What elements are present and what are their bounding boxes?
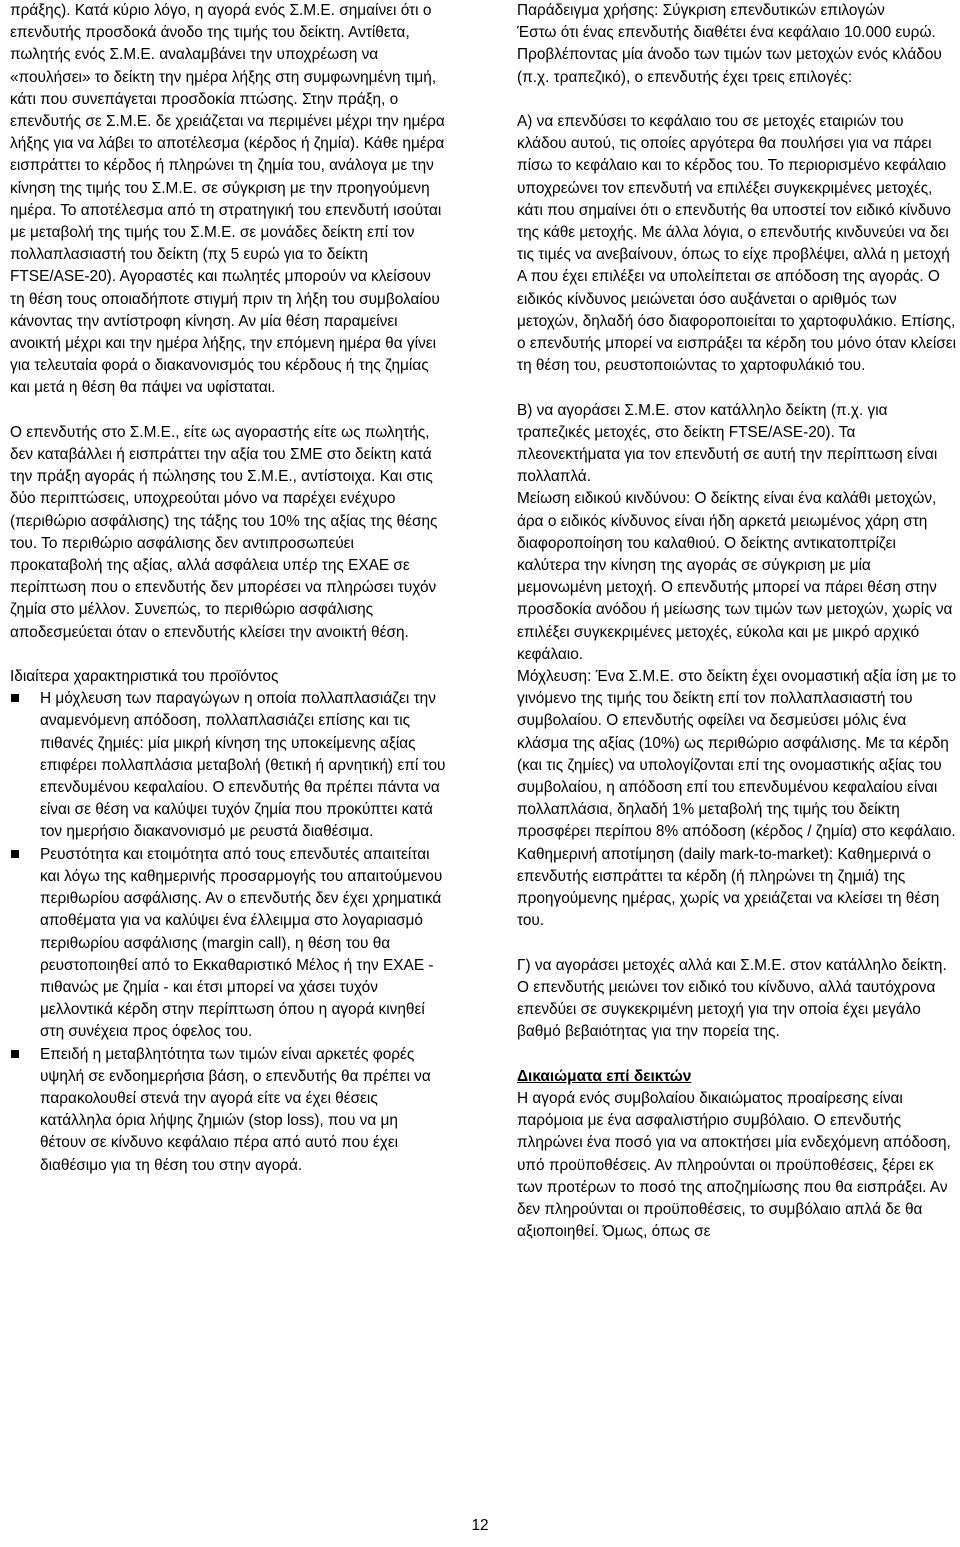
- paragraph: Η αγορά ενός συμβολαίου δικαιώματος προαίρεσης είναι παρόμοια με ένα ασφαλιστήριο συμβόλαιο. Ο επενδυτής πληρώνει ένα ποσό για να αποκτήσει μία ενδεχόμενη απόδοση, υπό προϋποθέσεις. Αν πληρούνται οι προϋποθέσεις, ξέρει εκ των προτέρων το ποσό της αποζημίωσης που θα εισπράξει. Αν δεν πληρούνται οι προϋποθέσεις, το συμβόλαιο απλά δε θα αξιοποιηθεί. Όμως, όπως σε: [517, 1089, 951, 1241]
- square-bullet-icon: [11, 1050, 19, 1058]
- example-title: Παράδειγμα χρήσης: Σύγκριση επενδυτικών επιλογών: [517, 2, 885, 19]
- page-number: 12: [471, 1517, 489, 1534]
- spacer: [10, 400, 447, 422]
- section-title: Ιδιαίτερα χαρακτηριστικά του προϊόντος: [10, 668, 279, 686]
- square-bullet-icon: [11, 694, 19, 702]
- text-run: Στην πράξη, ο επενδυτής σε Σ.Μ.Ε. δε χρειάζεται να περιμένει μέχρι την ημέρα λήξης για να λάβει το αποτέλεσμα (κέρδος ή ζημία). Κάθε ημέρα εισπράττει το κέρδος ή πληρώνει τη ζημία του, ανάλογα με την κίνηση της τιμής του Σ.Μ.Ε. σε σύγκριση με την προηγούμενη ημέρα. Το αποτέλεσμα από τη στρατηγική του επενδυτή ισούται με μεταβολή της τιμής του Σ.Μ.Ε. σε μονάδες δείκτη επί τον πολλαπλασιαστή του δείκτη (πχ 5 ευρώ για το δείκτη FTSE/ASE-20).: [10, 90, 445, 286]
- spacer: [517, 933, 957, 955]
- spacer: [517, 377, 957, 399]
- list-item: [10, 688, 447, 843]
- text-run: πράξης). Κατά κύριο λόγο, η αγορά ενός Σ.Μ.Ε. σημαίνει ότι ο επενδυτής προσδοκά άνοδο της τιμής του δείκτη. Αντίθετα, πωλητής ενός Σ.Μ.Ε. αναλαμβάνει την υποχρέωση να «πουλήσει» το δείκτη την ημέρα λήξης στη συμφωνημένη τιμή, κάτι που συνεπάγεται προσδοκία πτώσης.: [10, 2, 437, 108]
- left-column: [10, 0, 447, 1177]
- list-item-text: Επειδή η μεταβλητότητα των τιμών είναι αρκετές φορές υψηλή σε ενδοημερήσια βάση, ο επενδυτής θα πρέπει να παρακολουθεί στενά την αγορά είτε να έχει θέσεις κατάλληλα όρια λήψης ζημιών (stop loss), που να μη θέτουν σε κίνδυνο κεφάλαιο πέρα από αυτό που έχει διαθέσιμο για τη θέση του στην αγορά.: [40, 1045, 431, 1174]
- spacer: [517, 1044, 957, 1066]
- paragraph: Έστω ότι ένας επενδυτής διαθέτει ένα κεφάλαιο 10.000 ευρώ. Προβλέποντας μία άνοδο των τιμών των μετοχών ενός κλάδου (π.χ. τραπεζικό), ο επενδυτής έχει τρεις επιλογές:: [517, 24, 942, 86]
- text-run: Αγοραστές και πωλητές μπορούν να κλείσουν τη θέση τους οποιαδήποτε στιγμή πριν τη λήξη του συμβολαίου κάνοντας την αντίστροφη κίνηση. Αν μία θέση παραμείνει ανοικτή μέχρι και την ημέρα λήξης, την επόμενη ημέρα θα γίνει για τελευταία φορά ο διακανονισμός του κέρδους ή της ζημίας και μετά η θέση θα πάψει να υφίσταται.: [10, 268, 440, 397]
- option-b-paragraph: Β) να αγοράσει Σ.Μ.Ε. στον κατάλληλο δείκτη (π.χ. για τραπεζικές μετοχές, στο δείκτη FTSE/ASE-20). Τα πλεονεκτήματα για τον επενδυτή σε αυτή την περίπτωση είναι πολλαπλά.: [517, 401, 938, 486]
- list-item-text: Ρευστότητα και ετοιμότητα από τους επενδυτές απαιτείται και λόγω της καθημερινής προσαρμογής του απαιτούμενου περιθωρίου ασφάλισης. Αν ο επενδυτής δεν έχει χρηματικά αποθέματα για να καλύψει ένα έλλειμμα στο λογαριασμό περιθωρίου ασφάλισης (margin call), η θέση του θα ρευστοποιηθεί από το Εκκαθαριστικό Μέλος ή την ΕΧΑΕ - πιθανώς με ζημία - και έτσι μπορεί να χάσει τυχόν μελλοντικά κέρδη στην περίπτωση όπου η αγορά κινηθεί στη συνέχεια προς όφελος του.: [40, 845, 443, 1041]
- paragraph: Μείωση ειδικού κινδύνου: Ο δείκτης είναι ένα καλάθι μετοχών, άρα ο ειδικός κίνδυνος είναι ήδη αρκετά μειωμένος χάρη στη διαφοροποίηση του καλαθιού. Ο δείκτης αντικατοπτρίζει καλύτερα την κίνηση της αγοράς σε σύγκριση με μία μεμονωμένη μετοχή. Ο επενδυτής μπορεί να πάρει θέση στην προσδοκία ανόδου ή μείωσης των τιμών των μετοχών, χωρίς να επιλέξει συγκεκριμένες μετοχές, εύκολα και με μικρό αρχικό κεφάλαιο.: [517, 490, 953, 663]
- right-column: [517, 0, 957, 1243]
- text-run: Το περιθώριο ασφάλισης δεν αντιπροσωπεύει προκαταβολή της αξίας, αλλά ασφάλεια υπέρ της ΕΧΑΕ σε περίπτωση που ο επενδυτής δεν μπορέσει να πληρώσει τυχόν ζημία στο μέλλον. Συνεπώς, το περιθώριο ασφάλισης αποδεσμεύεται όταν ο επενδυτής κλείσει την ανοικτή θέση.: [10, 534, 437, 641]
- option-c-paragraph: Γ) να αγοράσει μετοχές αλλά και Σ.Μ.Ε. στον κατάλληλο δείκτη. Ο επενδυτής μειώνει τον ειδικό του κίνδυνο, αλλά ταυτόχρονα επενδύει σε συγκεκριμένη μετοχή για την οποία έχει μεγάλο βαθμό βεβαιότητας για την πορεία της.: [517, 956, 947, 1041]
- paragraph: Μόχλευση: Ένα Σ.Μ.Ε. στο δείκτη έχει ονομαστική αξία ίση με το γινόμενο της τιμής του δείκτη επί τον πολλαπλασιαστή του συμβολαίου. Ο επενδυτής οφείλει να δεσμεύσει μόλις ένα κλάσμα της αξίας (10%) ως περιθώριο ασφάλισης. Με τα κέρδη (και τις ζημίες) να υπολογίζονται επί της ονομαστικής αξίας του συμβολαίου, η απόδοση επί του επενδυμένου κεφαλαίου είναι πολλαπλάσια, δηλαδή 1% μεταβολή της τιμής του δείκτη προσφέρει περίπου 8% απόδοση (κέρδος / ζημία) στο κεφάλαιο.: [517, 668, 957, 841]
- list-item: [10, 1044, 447, 1177]
- text-run: Ο επενδυτής στο Σ.Μ.Ε., είτε ως αγοραστής είτε ως πωλητής, δεν καταβάλλει ή εισπράττει την αξία του ΣΜΕ στο δείκτη κατά την πράξη αγοράς ή πώλησης του Σ.Μ.Ε., αντίστοιχα.: [10, 423, 432, 486]
- paragraph: [10, 422, 447, 644]
- spacer: [517, 89, 957, 111]
- list-item-text: Η μόχλευση των παραγώγων η οποία πολλαπλασιάζει την αναμενόμενη απόδοση, πολλαπλασιάζει επίσης και τις πιθανές ζημιές: μία μικρή κίνηση της υποκείμενης αξίας επιφέρει πολλαπλάσια μεταβολή (θετική ή αρνητική) επί του επενδυμένου κεφαλαίου. Ο επενδυτής θα πρέπει πάντα να είναι σε θέση να καλύψει τυχόν ζημία που προκύπτει κατά τον ημερήσιο διακανονισμό με ρευστά διαθέσιμα.: [40, 690, 446, 841]
- features-list: [10, 688, 447, 1176]
- text-run: Και στις δύο περιπτώσεις, υποχρεούται μόνο να παρέχει ενέχυρο (περιθώριο ασφάλισης) της τάξης του 10% της αξίας της θέσης του.: [10, 468, 438, 552]
- list-item: [10, 844, 447, 1044]
- spacer: [10, 644, 447, 666]
- section-heading: Δικαιώματα επί δεικτών: [517, 1067, 692, 1085]
- paragraph: Καθημερινή αποτίμηση (daily mark-to-market): Καθημερινά ο επενδυτής εισπράττει τα κέρδη (ή πληρώνει τη ζημιά) της προηγούμενης ημέρας, χωρίς να χρειάζεται να κλείσει τη θέση του.: [517, 845, 940, 930]
- paragraph: [10, 0, 447, 400]
- square-bullet-icon: [11, 850, 19, 858]
- option-a-paragraph: Α) να επενδύσει το κεφάλαιο του σε μετοχές εταιριών του κλάδου αυτού, τις οποίες αργότερα θα πουλήσει για να πάρει πίσω το κεφάλαιο και το κέρδος του. Το περιορισμένο κεφάλαιο υποχρεώνει τον επενδυτή να επιλέξει συγκεκριμένες μετοχές, κάτι που σημαίνει ότι ο επενδυτής θα υποστεί τον ειδικό κίνδυνο της κάθε μετοχής. Με άλλα λόγια, ο επενδυτής κινδυνεύει να δει τις τιμές να ανεβαίνουν, όπως το είχε προβλέψει, αλλά η μετοχή Α που έχει επιλέξει να υπολείπεται σε απόδοση της αγοράς. Ο ειδικός κίνδυνος μειώνεται όσο αυξάνεται ο αριθμός των μετοχών, δηλαδή όσο διαφοροποιείται το χαρτοφυλάκιο. Επίσης, ο επενδυτής μπορεί να εισπράξει τα κέρδη του μόνο όταν κλείσει τη θέση του, ρευστοποιώντας το χαρτοφυλάκιό του.: [517, 113, 957, 375]
